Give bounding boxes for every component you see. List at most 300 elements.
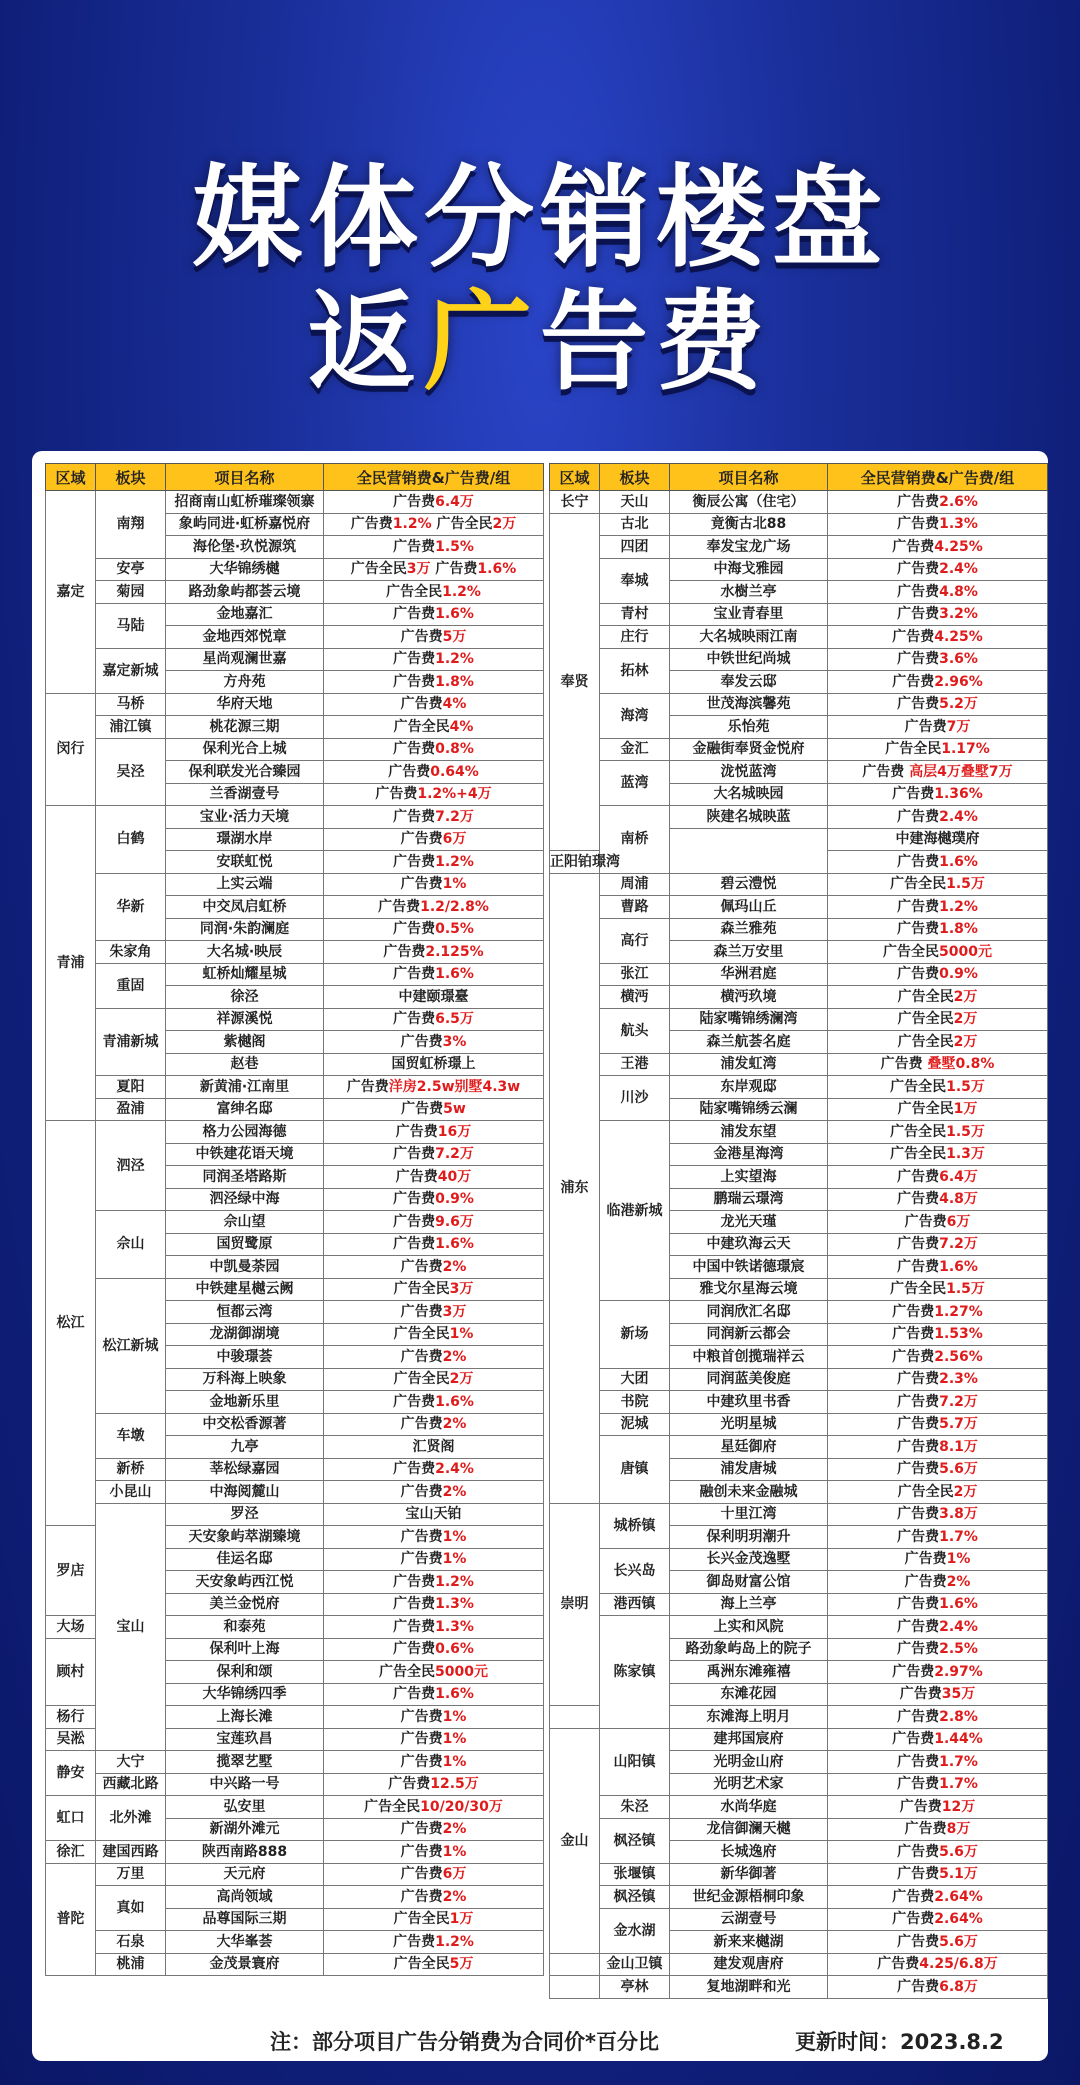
fee-text: 广告费: [897, 808, 940, 825]
project-cell: 保利和颂: [166, 1661, 324, 1684]
fee-cell: [828, 963, 1048, 986]
project-cell: 横沔玖境: [670, 986, 828, 1009]
table-row: [550, 1121, 1048, 1144]
fee-text: 广告费: [897, 516, 940, 533]
block-cell: 重固: [96, 963, 166, 1008]
fee-text: 3.2%: [939, 606, 978, 623]
block-cell: 车墩: [96, 1413, 166, 1458]
project-cell: 乐怡苑: [670, 716, 828, 739]
project-cell: 建发观唐府: [670, 1953, 828, 1976]
block-cell: 桃浦: [96, 1953, 166, 1976]
block-cell: 夏阳: [96, 1076, 166, 1099]
fee-text: 广告费: [897, 1708, 940, 1725]
fee-cell: [828, 1526, 1048, 1549]
block-cell: 徐泾: [166, 986, 324, 1009]
fee-text: 4.8万: [939, 1191, 978, 1208]
block-cell: 吴泾: [96, 738, 166, 806]
fee-text: 广告费: [892, 1731, 935, 1748]
fee-text: 广告全民: [386, 583, 443, 600]
header-fee: 全民营销费&广告费/组: [828, 464, 1048, 491]
block-cell: 杨行: [46, 1706, 96, 1729]
table-row: [550, 1503, 1048, 1526]
block-cell: 王港: [600, 1053, 670, 1076]
fee-text: 广告费: [393, 1191, 436, 1208]
fee-text: 广告费: [897, 1776, 940, 1793]
project-cell: 陆家嘴锦绣澜湾: [670, 1008, 828, 1031]
fee-text: 广告费: [862, 763, 910, 780]
fee-text: 8.1万: [939, 1438, 978, 1455]
project-cell: 和泰苑: [166, 1616, 324, 1639]
fee-text: 1%: [442, 876, 467, 893]
header-project: 项目名称: [670, 464, 828, 491]
fee-text: 3%: [442, 1033, 467, 1050]
project-cell: 海上兰亭: [670, 1593, 828, 1616]
fee-text: 广告全民: [393, 1911, 450, 1928]
fee-text: 1.2%: [435, 1933, 474, 1950]
fee-cell: [324, 1683, 544, 1706]
fee-text: 广告费: [400, 1708, 443, 1725]
project-cell: 禹洲东滩雍禧: [670, 1661, 828, 1684]
fee-text: 5万: [449, 1956, 474, 1973]
table-row: [550, 1368, 1048, 1391]
fee-cell: [828, 1098, 1048, 1121]
block-cell: 泗泾: [96, 1121, 166, 1211]
fee-text: 广告费: [400, 1033, 443, 1050]
fee-cell: [828, 1368, 1048, 1391]
fee-cell: [828, 1683, 1048, 1706]
block-cell: 马陆: [96, 603, 166, 648]
block-cell: 海湾: [600, 693, 670, 738]
fee-text: 1%: [442, 1708, 467, 1725]
fee-cell: [324, 1368, 544, 1391]
fee-text: 广告全民: [885, 741, 942, 758]
fee-cell: [324, 761, 544, 784]
fee-text: 广告费: [897, 1236, 940, 1253]
project-cell: 森兰航荟名庭: [670, 1031, 828, 1054]
fee-text: 广告全民: [393, 718, 450, 735]
fee-text: 广告费: [393, 1641, 436, 1658]
block-cell: 长兴岛: [600, 1548, 670, 1593]
project-cell: 保利叶上海: [166, 1638, 324, 1661]
fee-cell: [324, 1706, 544, 1729]
project-cell: 复地湖畔和光: [670, 1976, 828, 1999]
fee-text: 广告费: [897, 1933, 940, 1950]
fee-text: 1.6%: [435, 966, 474, 983]
block-cell: 安亭: [96, 558, 166, 581]
fee-text: 2.56%: [934, 1348, 983, 1365]
fee-text: 1.17%: [941, 741, 990, 758]
fee-text: 2.4%: [939, 1618, 978, 1635]
block-cell: 小昆山: [96, 1481, 166, 1504]
fee-text: 5w: [443, 1101, 466, 1118]
fee-text: 广告费: [400, 1416, 443, 1433]
fee-text: 4%: [442, 696, 467, 713]
fee-cell: [828, 1323, 1048, 1346]
fee-cell: [828, 648, 1048, 671]
project-cell: 同润蓝美俊庭: [670, 1368, 828, 1391]
project-cell: 象屿同进·虹桥嘉悦府: [166, 513, 324, 536]
block-cell: 北外滩: [96, 1796, 166, 1841]
fee-text: 广告费: [904, 718, 947, 735]
project-cell: 安联虹悦: [166, 851, 324, 874]
fee-text: 1.44%: [934, 1731, 983, 1748]
fee-cell: [828, 1908, 1048, 1931]
fee-cell: [324, 693, 544, 716]
project-cell: 大华峯荟: [166, 1931, 324, 1954]
fee-text: 1.2%: [939, 898, 978, 915]
project-cell: 东岸观邸: [670, 1076, 828, 1099]
fee-text: 8万: [946, 1821, 971, 1838]
fee-cell: [828, 1503, 1048, 1526]
fee-cell: [828, 941, 1048, 964]
project-cell: 宝业青春里: [670, 603, 828, 626]
fee-cell: [828, 536, 1048, 559]
fee-text: 4.25/6.8万: [919, 1956, 998, 1973]
fee-text: 广告费: [395, 1123, 438, 1140]
fee-text: 1.8%: [435, 673, 474, 690]
table-row: [550, 648, 1048, 671]
block-cell: 拓林: [600, 648, 670, 693]
block-cell: 罗店: [46, 1526, 96, 1616]
fee-text: 1.5万: [946, 876, 985, 893]
project-cell: 中粮首创揽瑞祥云: [670, 1346, 828, 1369]
table-row: [550, 806, 1048, 829]
fee-text: 4%: [449, 718, 474, 735]
fee-text: 广告费: [388, 763, 431, 780]
fee-cell: [324, 671, 544, 694]
table-row: [550, 1593, 1048, 1616]
fee-text: 广告费: [904, 1551, 947, 1568]
project-cell: 奉发云邸: [670, 671, 828, 694]
block-cell: 陈家镇: [600, 1616, 670, 1729]
fee-cell: [828, 558, 1048, 581]
project-cell: 莘松绿嘉园: [166, 1458, 324, 1481]
block-cell: 山阳镇: [600, 1728, 670, 1796]
fee-cell: [324, 1571, 544, 1594]
fee-text: 广告费: [393, 673, 436, 690]
project-cell: 中兴路一号: [166, 1773, 324, 1796]
fee-cell: [828, 1008, 1048, 1031]
region-cell: 嘉定: [46, 491, 96, 694]
fee-text: 广告费: [393, 741, 436, 758]
table-row: [550, 1391, 1048, 1414]
fee-cell: [324, 1188, 544, 1211]
fee-cell: [324, 1211, 544, 1234]
fee-text: 5.1万: [939, 1866, 978, 1883]
fee-text: 广告费: [904, 1213, 947, 1230]
fee-cell: [324, 648, 544, 671]
block-cell: 临港新城: [600, 1121, 670, 1301]
region-cell: 崇明: [550, 1503, 600, 1706]
project-cell: 鹏瑞云璟湾: [670, 1188, 828, 1211]
block-cell: 顾村: [46, 1638, 96, 1706]
fee-text: 2万: [953, 1483, 978, 1500]
fee-text: 广告全民: [393, 1326, 450, 1343]
fee-text: 1.7%: [939, 1776, 978, 1793]
fee-cell: [828, 1841, 1048, 1864]
fee-text: 1.3万: [946, 1146, 985, 1163]
table-row: [46, 1098, 544, 1121]
fee-text: 2.96%: [934, 673, 983, 690]
block-cell: 金山卫镇: [600, 1953, 670, 1976]
block-cell: 朱泾: [600, 1796, 670, 1819]
table-row: [550, 1886, 1048, 1909]
block-cell: 横沔: [600, 986, 670, 1009]
fee-text: 广告全民: [393, 1281, 450, 1298]
table-row: [46, 1796, 544, 1819]
fee-cell: [828, 873, 1048, 896]
project-cell: 世纪金源梧桐印象: [670, 1886, 828, 1909]
fee-text: 广告费: [897, 1596, 940, 1613]
fee-text: 广告费: [393, 1236, 436, 1253]
block-cell: 川沙: [600, 1076, 670, 1121]
fee-text: 7.2万: [939, 1393, 978, 1410]
table-row: [550, 986, 1048, 1009]
fee-text: 广告费: [393, 1596, 436, 1613]
table-row: [550, 603, 1048, 626]
fee-text: 1%: [946, 1551, 971, 1568]
fee-text: 广告费: [897, 1641, 940, 1658]
fee-text: 广告费: [904, 1573, 947, 1590]
fee-text: 1.2/2.8%: [420, 898, 489, 915]
project-cell: 中建颐璟臺: [324, 986, 544, 1009]
fee-cell: [828, 761, 1048, 784]
project-cell: 大名城映雨江南: [670, 626, 828, 649]
project-cell: 中建玖海云天: [670, 1233, 828, 1256]
table-row: [550, 1818, 1048, 1841]
fee-text: 2万: [492, 516, 517, 533]
fee-text: 2.6%: [939, 493, 978, 510]
fee-text: 0.8%: [435, 741, 474, 758]
table-row: [46, 1751, 544, 1774]
fee-text: 2.97%: [934, 1663, 983, 1680]
project-cell: 美兰金悦府: [166, 1593, 324, 1616]
fee-text: 0.5%: [435, 921, 474, 938]
project-cell: 陕西南路888: [166, 1841, 324, 1864]
region-cell: 闵行: [46, 693, 96, 806]
block-cell: 朱家角: [96, 941, 166, 964]
project-cell: 星尚观澜世嘉: [166, 648, 324, 671]
table-row: [46, 1278, 544, 1301]
fee-text: 40万: [437, 1168, 472, 1185]
block-cell: 南桥: [600, 806, 670, 874]
region-cell: 松江: [46, 1121, 96, 1526]
region-cell: 青浦: [46, 806, 96, 1121]
block-cell: 南翔: [96, 491, 166, 559]
subtitle-part-a: 返: [307, 280, 424, 405]
block-cell: 盈浦: [96, 1098, 166, 1121]
fee-cell: [324, 1751, 544, 1774]
block-cell: 奉城: [600, 558, 670, 603]
block-cell: 青村: [600, 603, 670, 626]
project-cell: 新湖外滩元: [166, 1818, 324, 1841]
project-cell: 新来来樾湖: [670, 1931, 828, 1954]
fee-cell: [324, 1121, 544, 1144]
fee-text: 35万: [941, 1686, 976, 1703]
fee-text: 广告全民: [883, 943, 940, 960]
fee-text: 1.3%: [435, 1596, 474, 1613]
fee-text: 广告费: [393, 1686, 436, 1703]
block-cell: 菊园: [96, 581, 166, 604]
fee-text: 1.6%: [939, 853, 978, 870]
project-cell: 光明星城: [670, 1413, 828, 1436]
fee-text: 广告费: [904, 1821, 947, 1838]
fee-cell: [828, 1233, 1048, 1256]
block-cell: 白鹤: [96, 806, 166, 874]
fee-text: 广告费: [897, 651, 940, 668]
fee-text: 广告全民: [890, 1078, 947, 1095]
fee-text: 广告费: [393, 606, 436, 623]
fee-text: 1万: [449, 1911, 474, 1928]
fee-cell: [828, 806, 1048, 829]
fee-text: 广告费: [897, 493, 940, 510]
table-row: [550, 738, 1048, 761]
fee-text: 1.5万: [946, 1078, 985, 1095]
fee-text: 广告费: [400, 1528, 443, 1545]
fee-cell: [324, 603, 544, 626]
fee-cell: [324, 851, 544, 874]
fee-text: 广告全民: [897, 1033, 954, 1050]
fee-cell: [324, 1886, 544, 1909]
right-table-panel: [549, 463, 1047, 1999]
table-row: [550, 873, 1048, 896]
fee-cell: [324, 1076, 544, 1099]
table-row: [46, 603, 544, 626]
block-cell: 松江新城: [96, 1278, 166, 1413]
fee-cell: [828, 918, 1048, 941]
fee-text: 7.2万: [435, 1146, 474, 1163]
fee-text: 广告费: [395, 1168, 438, 1185]
fee-cell: [324, 513, 544, 536]
fee-text: 1.6%: [939, 1258, 978, 1275]
fee-text: 2.4%: [939, 561, 978, 578]
project-cell: 宝业·活力天境: [166, 806, 324, 829]
fee-text: 1.53%: [934, 1326, 983, 1343]
block-cell: 航头: [600, 1008, 670, 1053]
fee-cell: [828, 1751, 1048, 1774]
table-row: [550, 513, 1048, 536]
fee-text: 广告全民: [890, 1146, 947, 1163]
fee-text: 广告费: [897, 1438, 940, 1455]
project-cell: 龙湖御湖境: [166, 1323, 324, 1346]
block-cell: 浦江镇: [96, 716, 166, 739]
block-cell: 枫泾镇: [600, 1818, 670, 1863]
fee-text: 广告全民: [897, 1483, 954, 1500]
fee-text: 广告全民: [393, 1956, 450, 1973]
fee-cell: [828, 1278, 1048, 1301]
project-cell: 长城逸府: [670, 1841, 828, 1864]
fee-text: 1.2%+4万: [417, 786, 492, 803]
region-cell: 浦东: [550, 873, 600, 1503]
project-cell: 虹桥灿耀星城: [166, 963, 324, 986]
table-row: [550, 491, 1048, 514]
fee-text: 1.6%: [435, 606, 474, 623]
fee-text: 6万: [442, 1866, 467, 1883]
region-cell: 徐汇: [46, 1841, 96, 1864]
fee-cell: [324, 558, 544, 581]
fee-cell: [828, 1818, 1048, 1841]
fee-text: 3.8万: [939, 1506, 978, 1523]
table-row: [46, 941, 544, 964]
project-cell: 上海长滩: [166, 1706, 324, 1729]
fee-text: 3万: [449, 1281, 474, 1298]
fee-text: 广告费: [400, 1821, 443, 1838]
project-cell: 富绅名邸: [166, 1098, 324, 1121]
fee-text: 广告费: [393, 1618, 436, 1635]
block-cell: 张江: [600, 963, 670, 986]
fee-cell: [324, 941, 544, 964]
fee-text: 广告费: [393, 1933, 436, 1950]
fee-text: 广告费: [393, 538, 436, 555]
project-cell: 世茂海滨馨苑: [670, 693, 828, 716]
fee-cell: [324, 1301, 544, 1324]
fee-cell: [828, 693, 1048, 716]
project-cell: 恒都云湾: [166, 1301, 324, 1324]
fee-text: 广告费: [897, 1461, 940, 1478]
fee-cell: [324, 1638, 544, 1661]
fee-text: 广告费: [383, 943, 426, 960]
block-cell: 港西镇: [600, 1593, 670, 1616]
fee-cell: [828, 1571, 1048, 1594]
fee-text: 广告费: [892, 628, 935, 645]
fee-cell: [324, 1166, 544, 1189]
fee-cell: [324, 1728, 544, 1751]
project-cell: 金地西郊悦章: [166, 626, 324, 649]
project-cell: 融创未来金融城: [670, 1481, 828, 1504]
fee-text: 12.5万: [430, 1776, 479, 1793]
fee-text: 2万: [449, 1371, 474, 1388]
fee-text: 2.3%: [939, 1371, 978, 1388]
fee-text: 广告费: [897, 853, 940, 870]
project-cell: 大名城映园: [670, 783, 828, 806]
fee-cell: [828, 1458, 1048, 1481]
fee-cell: [828, 1616, 1048, 1639]
project-cell: 大名城·映辰: [166, 941, 324, 964]
fee-text: 广告费: [897, 1753, 940, 1770]
fee-cell: [324, 716, 544, 739]
fee-text: 2.8%: [939, 1708, 978, 1725]
fee-cell: [828, 1953, 1048, 1976]
fee-text: 1.27%: [934, 1303, 983, 1320]
fee-text: 广告全民: [890, 876, 947, 893]
fee-cell: [324, 1548, 544, 1571]
fee-cell: [828, 1031, 1048, 1054]
fee-cell: [828, 581, 1048, 604]
fee-text: 广告费: [400, 1843, 443, 1860]
fee-text: 6万: [946, 1213, 971, 1230]
project-cell: 祥源溪悦: [166, 1008, 324, 1031]
table-row: [550, 1413, 1048, 1436]
table-row: [46, 648, 544, 671]
table-row: [46, 1863, 544, 1886]
project-cell: 浦发虹湾: [670, 1053, 828, 1076]
fee-text: 广告费: [897, 966, 940, 983]
fee-text: 广告费: [897, 561, 940, 578]
fee-text: 洋房2.5w别墅4.3w: [388, 1078, 521, 1095]
table-row: [46, 716, 544, 739]
table-row: [550, 1953, 1048, 1976]
project-cell: 中铁建花语天境: [166, 1143, 324, 1166]
project-cell: 同润新云都会: [670, 1323, 828, 1346]
fee-cell: [828, 1706, 1048, 1729]
fee-text: 6.5万: [435, 1011, 474, 1028]
fee-cell: [828, 1053, 1048, 1076]
fee-cell: [324, 1931, 544, 1954]
table-row: [550, 1301, 1048, 1324]
project-cell: 上实和风院: [670, 1616, 828, 1639]
right-table-body: [550, 491, 1048, 1999]
fee-text: 广告费: [393, 1146, 436, 1163]
